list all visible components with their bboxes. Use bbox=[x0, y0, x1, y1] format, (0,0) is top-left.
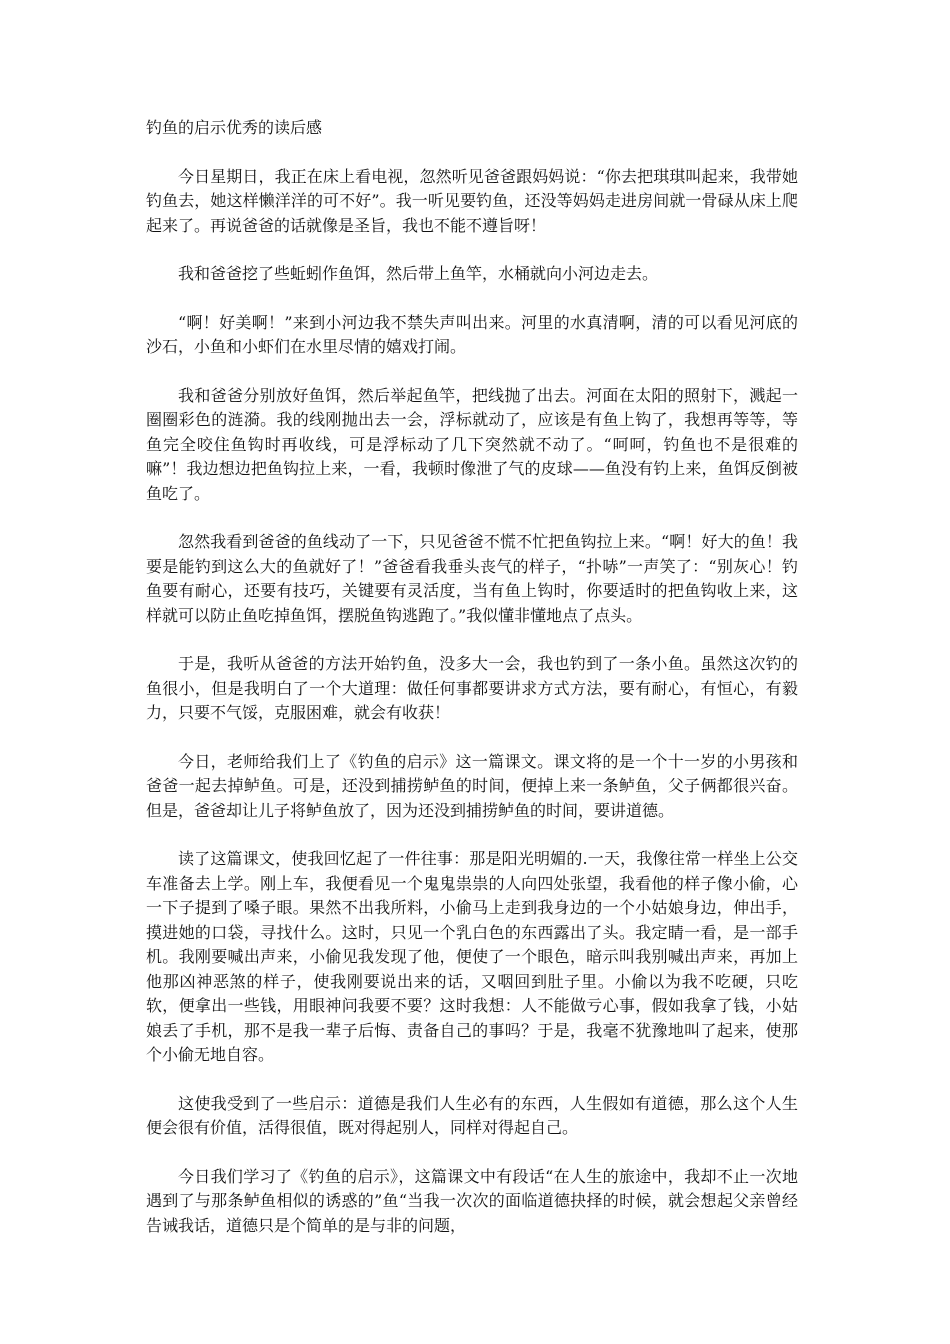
paragraph-2: 我和爸爸挖了些蚯蚓作鱼饵，然后带上鱼竿，水桶就向小河边走去。 bbox=[178, 264, 659, 283]
paragraph-10: 今日我们学习了《钓鱼的启示》，这篇课文中有段话“在人生的旅途中，我却不止一次地遇到了与那条鲈鱼相似的诱惑的”鱼“当我一次次的面临道德抉择的时候，就会想起父亲曾经告诫我话，道德只是个简单的是与非的问题， bbox=[146, 1166, 798, 1235]
paragraph-8: 读了这篇课文，使我回忆起了一件往事：那是阳光明媚的.一天，我像往常一样坐上公交车准备去上学。刚上车，我便看见一个鬼鬼祟祟的人向四处张望，我看他的样子像小偷，心一下子提到了嗓子眼。果然不出我所料，小偷马上走到我身边的一个小姑娘身边，伸出手，摸进她的口袋，寻找什么。这时，只见一个乳白色的东西露出了头。我定睛一看，是一部手机。我刚要喊出声来，小偷见我发现了他，便使了一个眼色，暗示叫我别喊出声来，再加上他那凶神恶煞的样子，使我刚要说出来的话，又咽回到肚子里。小偷以为我不吃硬，只吃软，便拿出一些钱，用眼神问我要不要？这时我想：人不能做亏心事，假如我拿了钱，小姑娘丢了手机，那不是我一辈子后悔、责备自己的事吗？于是，我毫不犹豫地叫了起来，使那个小偷无地自容。 bbox=[146, 849, 798, 1064]
document-page bbox=[146, 116, 798, 1262]
paragraph-1: 今日星期日，我正在床上看电视，忽然听见爸爸跟妈妈说：“你去把琪琪叫起来，我带她钓鱼去，她这样懒洋洋的可不好”。我一听见要钓鱼，还没等妈妈走进房间就一骨碌从床上爬起来了。再说爸爸的话就像是圣旨，我也不能不遵旨呀！ bbox=[146, 166, 798, 235]
paragraph-5: 忽然我看到爸爸的鱼线动了一下，只见爸爸不慌不忙把鱼钩拉上来。“啊！好大的鱼！我要是能钓到这么大的鱼就好了！”爸爸看我垂头丧气的样子，“扑哧”一声笑了：“别灰心！钓鱼要有耐心，还要有技巧，关键要有灵活度，当有鱼上钩时，你要适时的把鱼钩收上来，这样就可以防止鱼吃掉鱼饵，摆脱鱼钩逃跑了。”我似懂非懂地点了点头。 bbox=[146, 532, 798, 625]
paragraph-3: “啊！好美啊！”来到小河边我不禁失声叫出来。河里的水真清啊，清的可以看见河底的沙石，小鱼和小虾们在水里尽情的嬉戏打闹。 bbox=[146, 312, 798, 356]
paragraph-7: 今日，老师给我们上了《钓鱼的启示》这一篇课文。课文将的是一个十一岁的小男孩和爸爸一起去掉鲈鱼。可是，还没到捕捞鲈鱼的时间，便掉上来一条鲈鱼，父子俩都很兴奋。但是，爸爸却让儿子将鲈鱼放了，因为还没到捕捞鲈鱼的时间，要讲道德。 bbox=[146, 751, 798, 820]
document-title: 钓鱼的启示优秀的读后感 bbox=[146, 118, 323, 137]
paragraph-4: 我和爸爸分别放好鱼饵，然后举起鱼竿，把线抛了出去。河面在太阳的照射下，溅起一圈圈彩色的涟漪。我的线刚抛出去一会，浮标就动了，应该是有鱼上钩了，我想再等等，等鱼完全咬住鱼钩时再收线，可是浮标动了几下突然就不动了。“呵呵，钓鱼也不是很难的嘛”！我边想边把鱼钩拉上来，一看，我顿时像泄了气的皮球——鱼没有钓上来，鱼饵反倒被鱼吃了。 bbox=[146, 385, 798, 503]
paragraph-9: 这使我受到了一些启示：道德是我们人生必有的东西，人生假如有道德，那么这个人生便会很有价值，活得很值，既对得起别人，同样对得起自己。 bbox=[146, 1093, 798, 1137]
paragraph-6: 于是，我听从爸爸的方法开始钓鱼，没多大一会，我也钓到了一条小鱼。虽然这次钓的鱼很小，但是我明白了一个大道理：做任何事都要讲求方式方法，要有耐心，有恒心，有毅力，只要不气馁，克服困难，就会有收获！ bbox=[146, 654, 798, 722]
